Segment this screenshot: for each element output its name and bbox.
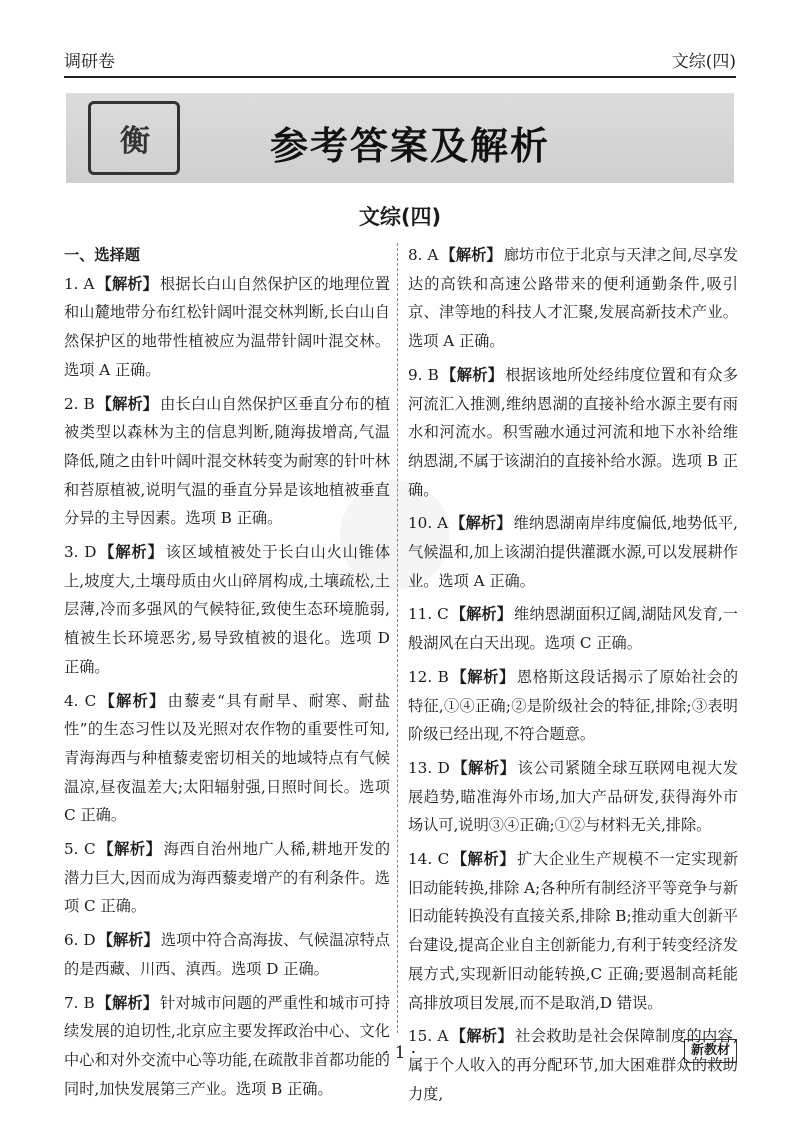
header-left-label: 调研卷	[64, 52, 115, 72]
answer-number: 6. D	[64, 931, 96, 950]
answer-number: 2. B	[64, 394, 95, 413]
analysis-tag: 【解析】	[96, 993, 159, 1012]
answer-text: 该区域植被处于长白山火山锥体上,坡度大,土壤母质由火山碎屑构成,土壤疏松,土层薄,冷而多强风的气候特征,致使生态环境脆弱,植被生长环境恶劣,易导致植被的退化。选项 D 正确。	[64, 543, 391, 676]
answer-text: 根据该地所处经纬度位置和有众多河流汇入推测,维纳恩湖的直接补给水源主要有雨水和河流水。积雪融水通过河流和地下水补给维纳恩湖,不属于该湖泊的直接补给水源。选项 B 正确。	[408, 365, 739, 499]
analysis-tag: 【解析】	[96, 274, 158, 293]
answer-number: 4. C	[64, 691, 97, 710]
answer-number: 13. D	[408, 758, 450, 777]
page-number: · 1 ·	[383, 1043, 417, 1063]
right-column	[408, 241, 738, 1113]
column-divider	[397, 243, 398, 1033]
analysis-tag: 【解析】	[451, 850, 516, 869]
analysis-tag: 【解析】	[98, 543, 164, 562]
analysis-tag: 【解析】	[97, 840, 162, 859]
answer-item	[64, 270, 390, 385]
analysis-tag: 【解析】	[98, 691, 166, 710]
answer-number: 15. A	[408, 1027, 449, 1046]
page-header	[64, 47, 736, 75]
left-question-list	[64, 270, 390, 1104]
analysis-tag: 【解析】	[96, 394, 159, 413]
answer-item	[64, 835, 390, 921]
answer-number: 1. A	[64, 274, 95, 293]
answer-item	[408, 600, 738, 657]
subject-title: 文综(四)	[358, 205, 442, 229]
answer-number: 12. B	[408, 667, 449, 686]
analysis-tag: 【解析】	[97, 931, 159, 950]
answer-item	[64, 926, 390, 983]
answer-item	[408, 845, 738, 1017]
answer-item	[64, 538, 390, 682]
answer-number: 3. D	[64, 543, 97, 562]
answer-item	[408, 361, 738, 505]
answer-item	[408, 754, 738, 840]
logo-text: 衡	[120, 124, 148, 159]
left-column	[64, 241, 390, 1108]
analysis-tag: 【解析】	[450, 514, 512, 533]
answer-text: 海西自治州地广人稀,耕地开发的潜力巨大,因而成为海西藜麦增产的有利条件。选项 C 正确。	[64, 840, 391, 916]
answer-number: 10. A	[408, 514, 449, 533]
answer-text: 根据长白山自然保护区的地理位置和山麓地带分布红松针阔叶混交林判断,长白山自然保护区的地带性植被应为温带针阔叶混交林。选项 A 正确。	[64, 274, 391, 379]
answer-text: 社会救助是社会保障制度的内容,属于个人收入的再分配环节,加大困难群众的救助力度,	[408, 1027, 739, 1103]
analysis-tag: 【解析】	[450, 605, 513, 624]
answer-number: 5. C	[64, 840, 96, 859]
answer-text: 选项中符合高海拔、气候温凉特点的是西藏、川西、滇西。选项 D 正确。	[64, 931, 390, 978]
answer-text: 针对城市问题的严重性和城市可持续发展的迫切性,北京应主要发挥政治中心、文化中心和对外交流中心等功能,在疏散非首都功能的同时,加快发展第三产业。选项 B 正确。	[64, 993, 391, 1098]
answer-item	[64, 687, 390, 831]
answer-text: 维纳恩湖面积辽阔,湖陆风发育,一般湖风在白天出现。选项 C 正确。	[408, 605, 738, 653]
edition-badge: 新教材	[684, 1039, 737, 1063]
analysis-tag: 【解析】	[450, 1027, 514, 1046]
answer-number: 8. A	[408, 246, 439, 264]
answer-item	[408, 509, 738, 595]
header-right-label: 文综(四)	[671, 52, 736, 72]
answer-text: 该公司紧随全球互联网电视大发展趋势,瞄准海外市场,加大产品研发,获得海外市场认可,说明③④正确;①②与材料无关,排除。	[408, 758, 738, 835]
answer-text: 维纳恩湖南岸纬度偏低,地势低平,气候温和,加上该湖泊提供灌溉水源,可以发展耕作业。选项 A 正确。	[408, 514, 738, 590]
answer-item	[64, 390, 390, 534]
answer-number: 14. C	[408, 850, 450, 869]
analysis-tag: 【解析】	[440, 246, 502, 264]
answer-item	[408, 1022, 738, 1108]
header-rule	[64, 76, 736, 78]
title-banner	[66, 93, 734, 183]
answer-text: 由藜麦“具有耐旱、耐寒、耐盐性”的生态习性以及光照对农作物的重要性可知,青海海西与种植藜麦密切相关的地域特点有气候温凉,昼夜温差大;太阳辐射强,日照时间长。选项 C 正确。	[64, 691, 390, 825]
analysis-tag: 【解析】	[440, 365, 504, 384]
answer-number: 9. B	[408, 365, 439, 384]
banner-title: 参考答案及解析	[270, 124, 551, 168]
answer-text: 扩大企业生产规模不一定实现新旧动能转换,排除 A;各种所有制经济平等竞争与新旧动能转换没有直接关系,排除 B;推动重大创新平台建设,提高企业自主创新能力,有利于转变经济发展方式,实现新旧动能转换,C 正确;要遏制高耗能高排放项目发展,而不是取消,D 错误。	[408, 850, 739, 1012]
analysis-tag: 【解析】	[450, 667, 515, 686]
answer-item	[408, 663, 738, 749]
answer-number: 11. C	[408, 605, 449, 624]
answer-text: 廊坊市位于北京与天津之间,尽享发达的高铁和高速公路带来的便利通勤条件,吸引京、津等地的科技人才汇聚,发展高新技术产业。选项 A 正确。	[408, 246, 739, 351]
answer-number: 7. B	[64, 993, 95, 1012]
logo-seal	[88, 101, 180, 175]
answer-text: 由长白山自然保护区垂直分布的植被类型以森林为主的信息判断,随海拔增高,气温降低,随之由针叶阔叶混交林转变为耐寒的针叶林和苔原植被,说明气温的垂直分异是该地植被垂直分异的主导因素。选项 B 正确。	[64, 394, 391, 528]
answer-item	[408, 241, 738, 356]
analysis-tag: 【解析】	[451, 758, 516, 777]
answer-text: 恩格斯这段话揭示了原始社会的特征,①④正确;②是阶级社会的特征,排除;③表明阶级已经出现,不符合题意。	[408, 667, 738, 744]
right-question-list	[408, 241, 738, 1108]
section-title: 一、选择题	[64, 246, 140, 264]
